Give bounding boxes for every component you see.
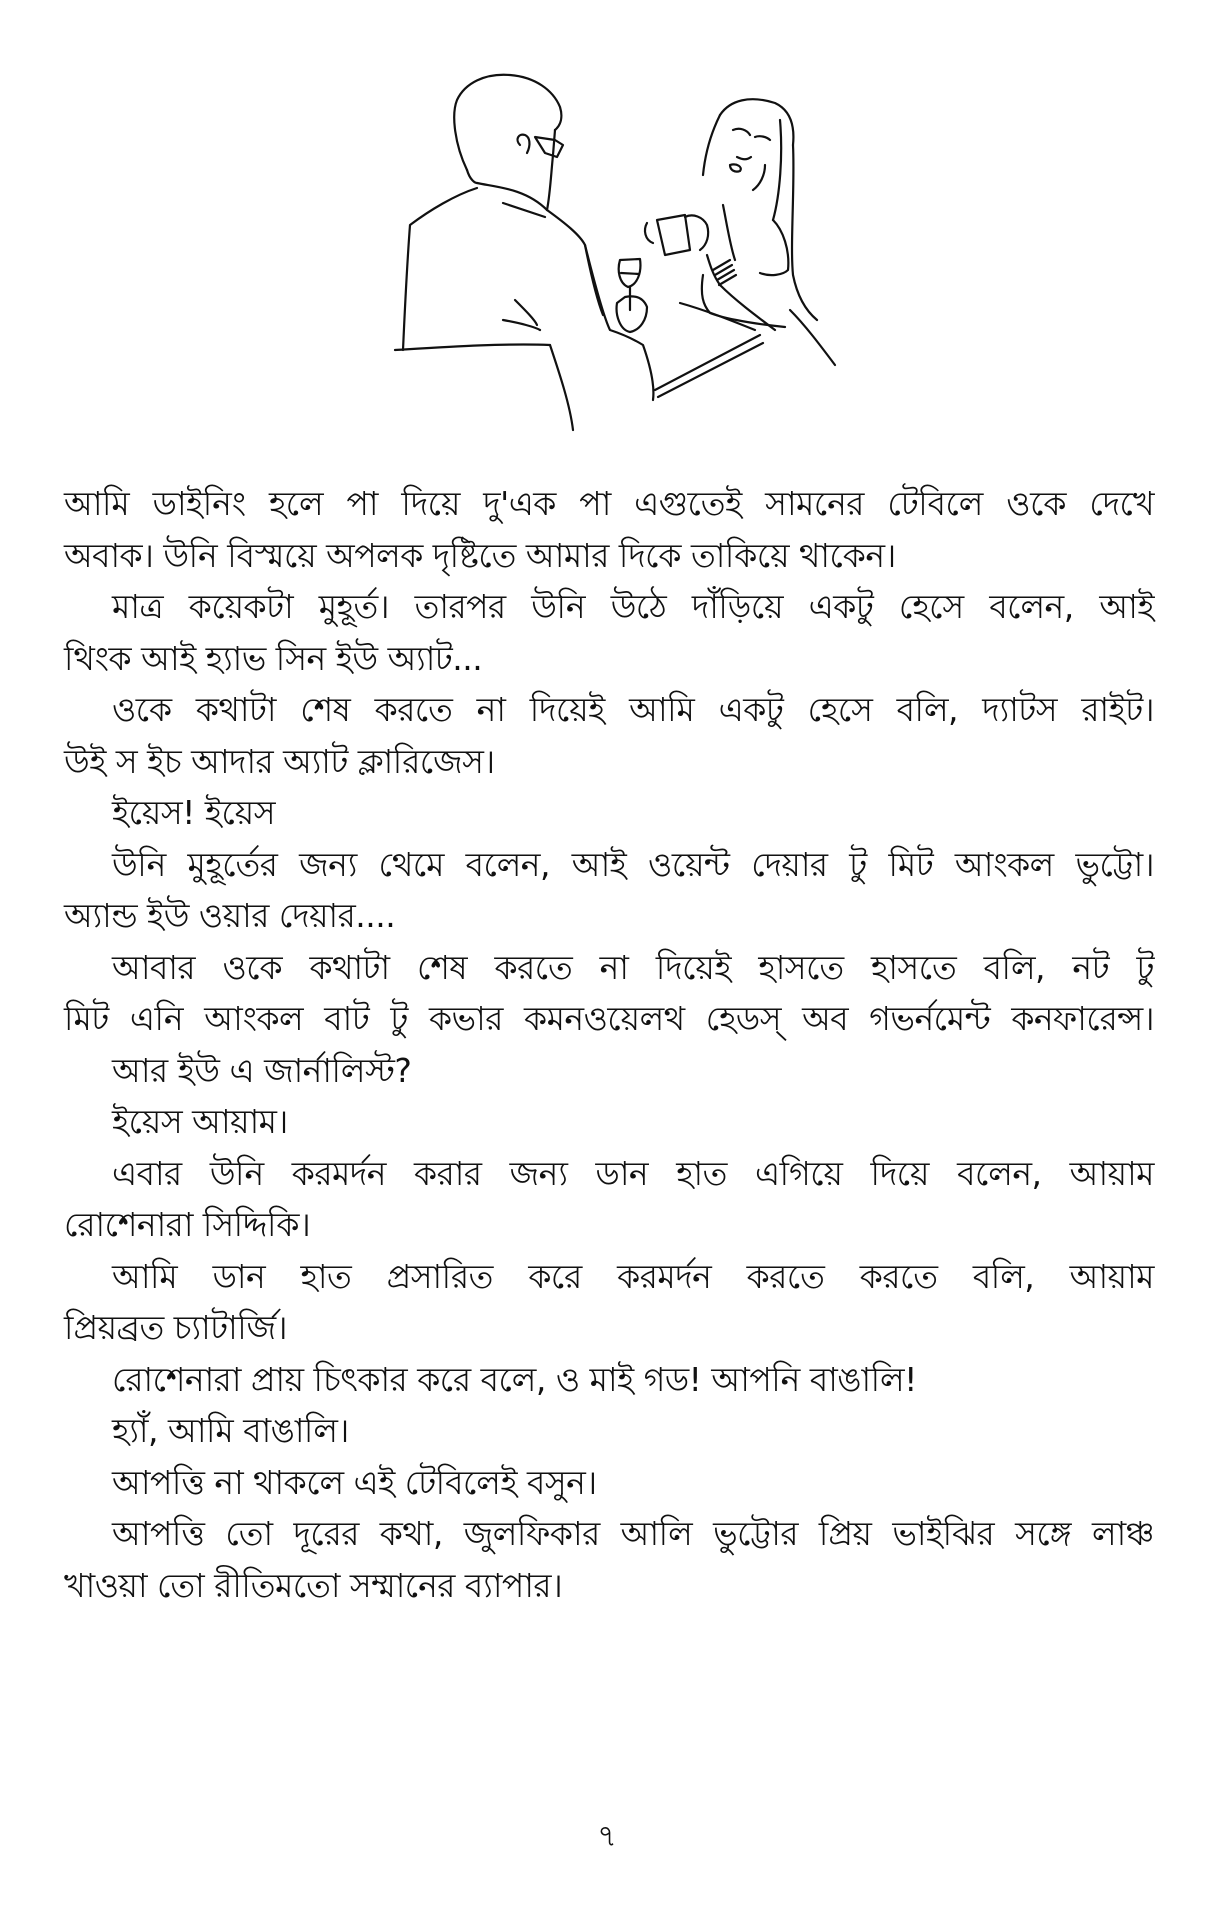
text-line: আবার ওকে কথাটা শেষ করতে না দিয়েই হাসতে হাসতে বলি, নট টু [112, 947, 1154, 987]
text-line: আর ইউ এ জার্নালিস্ট? [112, 1050, 412, 1090]
text-line: খাওয়া তো রীতিমতো সম্মানের ব্যাপার। [64, 1565, 563, 1605]
text-line: ইয়েস! ইয়েস [112, 793, 276, 832]
text-line: অবাক। উনি বিস্ময়ে অপলক দৃষ্টিতে আমার দিকে তাকিয়ে থাকেন। [64, 535, 896, 575]
text-line: ইয়েস আয়াম। [112, 1102, 288, 1141]
text-line: আপত্তি না থাকলে এই টেবিলেই বসুন। [112, 1462, 597, 1502]
text-line: মিট এনি আংকল বাট টু কভার কমনওয়েলথ হেডস্ অব গভর্নমেন্ট কনফারেন্স। [64, 999, 1154, 1038]
text-line: মাত্র কয়েকটা মুহূর্ত। তারপর উনি উঠে দাঁড়িয়ে একটু হেসে বলেন, আই [112, 587, 1154, 626]
text-line: হ্যাঁ, আমি বাঙালি। [112, 1411, 349, 1450]
text-line: থিংক আই হ্যাভ সিন ইউ অ্যাট... [64, 638, 483, 678]
text-line: আমি ডাইনিং হলে পা দিয়ে দু'এক পা এগুতেই সামনের টেবিলে ওকে দেখে [64, 484, 1154, 523]
text-line: প্রিয়ব্রত চ্যাটার্জি। [64, 1308, 288, 1347]
text-line: রোশেনারা প্রায় চিৎকার করে বলে, ও মাই গড! আপনি বাঙালি! [112, 1359, 917, 1399]
dinner-scene-drawing [385, 45, 845, 445]
text-line: আমি ডান হাত প্রসারিত করে করমর্দন করতে করতে বলি, আয়াম [112, 1256, 1154, 1296]
text-line: অ্যান্ড ইউ ওয়ার দেয়ার.... [64, 896, 396, 935]
text-line: আপত্তি তো দূরের কথা, জুলফিকার আলি ভুট্টোর প্রিয় ভাইঝির সঙ্গে লাঞ্চ [112, 1514, 1154, 1553]
page-number: ৭ [597, 1819, 617, 1854]
text-line: এবার উনি করমর্দন করার জন্য ডান হাত এগিয়ে দিয়ে বলেন, আয়াম [112, 1153, 1154, 1193]
text-line: উই স ইচ আদার অ্যাট ক্লারিজেস। [64, 741, 495, 781]
text-line: উনি মুহূর্তের জন্য থেমে বলেন, আই ওয়েন্ট দেয়ার টু মিট আংকল ভুট্টো। [112, 844, 1154, 884]
text-line: রোশেনারা সিদ্দিকি। [64, 1205, 311, 1244]
story-text [64, 478, 1154, 1611]
illustration-dinner-scene [385, 45, 845, 445]
text-line: ওকে কথাটা শেষ করতে না দিয়েই আমি একটু হেসে বলি, দ্যাটস রাইট। [112, 690, 1154, 729]
